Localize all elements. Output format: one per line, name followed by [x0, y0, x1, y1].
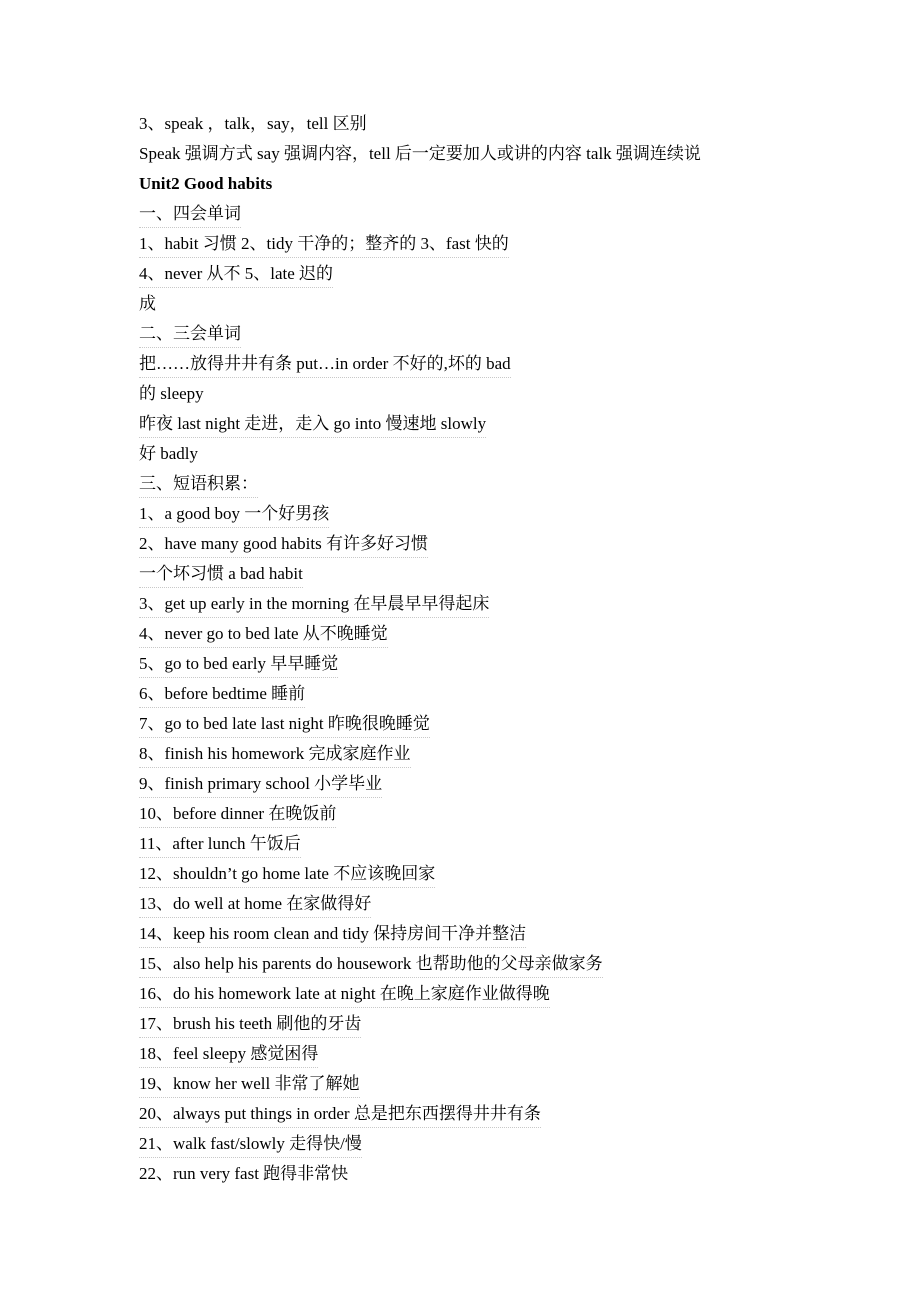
- text-line: [139, 229, 839, 259]
- line-text: 把……放得井井有条 put…in order 不好的,坏的 bad: [139, 351, 511, 378]
- text-line: [139, 139, 839, 169]
- phrase-text: 3、get up early in the morning 在早晨早早得起床: [139, 591, 489, 618]
- phrase-item: [139, 859, 839, 889]
- phrase-text: 19、know her well 非常了解她: [139, 1071, 360, 1098]
- line-text: 的 sleepy: [139, 384, 204, 403]
- text-line: [139, 379, 839, 409]
- phrase-item: [139, 829, 839, 859]
- phrase-item: [139, 889, 839, 919]
- line-text: 成: [139, 294, 156, 313]
- phrase-item: [139, 619, 839, 649]
- text-line: [139, 409, 839, 439]
- section-heading: [139, 319, 839, 349]
- phrase-item: [139, 799, 839, 829]
- line-text: 3、speak ，talk，say，tell 区别: [139, 114, 367, 133]
- phrase-text: 21、walk fast/slowly 走得快/慢: [139, 1131, 362, 1158]
- text-line: [139, 109, 839, 139]
- text-line: [139, 349, 839, 379]
- heading-text: Unit2 Good habits: [139, 174, 273, 193]
- phrase-item: [139, 739, 839, 769]
- phrase-item: [139, 1039, 839, 1069]
- phrase-text: 5、go to bed early 早早睡觉: [139, 651, 338, 678]
- phrase-text: 13、do well at home 在家做得好: [139, 891, 371, 918]
- phrase-item: [139, 529, 839, 559]
- phrase-item: [139, 769, 839, 799]
- phrase-text: 4、never go to bed late 从不晚睡觉: [139, 621, 388, 648]
- phrase-text: 22、run very fast 跑得非常快: [139, 1164, 349, 1183]
- unit-heading: [139, 169, 839, 199]
- section-heading-text: 一、四会单词: [139, 201, 241, 228]
- section-heading: [139, 199, 839, 229]
- document-page: [139, 109, 839, 1189]
- phrase-item: [139, 949, 839, 979]
- line-text: 1、habit 习惯 2、tidy 干净的；整齐的 3、fast 快的: [139, 231, 509, 258]
- phrase-text: 11、after lunch 午饭后: [139, 831, 301, 858]
- line-text: Speak 强调方式 say 强调内容，tell 后一定要加人或讲的内容 talk 强调连续说: [139, 144, 701, 163]
- phrase-item: [139, 1099, 839, 1129]
- phrase-item: [139, 709, 839, 739]
- text-line: [139, 439, 839, 469]
- phrase-text: 8、finish his homework 完成家庭作业: [139, 741, 411, 768]
- phrase-text: 14、keep his room clean and tidy 保持房间干净并整洁: [139, 921, 526, 948]
- phrase-item: [139, 559, 839, 589]
- phrase-text: 9、finish primary school 小学毕业: [139, 771, 382, 798]
- phrase-text: 6、before bedtime 睡前: [139, 681, 305, 708]
- phrase-text: 17、brush his teeth 刷他的牙齿: [139, 1011, 361, 1038]
- phrase-text: 12、shouldn’t go home late 不应该晚回家: [139, 861, 435, 888]
- text-line: [139, 289, 839, 319]
- phrase-text: 1、a good boy 一个好男孩: [139, 501, 329, 528]
- section-heading-text: 三、短语积累：: [139, 471, 258, 498]
- phrase-text: 16、do his homework late at night 在晚上家庭作业做得晚: [139, 981, 550, 1008]
- section-heading: [139, 469, 839, 499]
- phrase-text: 18、feel sleepy 感觉困得: [139, 1041, 318, 1068]
- phrase-text: 7、go to bed late last night 昨晚很晚睡觉: [139, 711, 430, 738]
- text-line: [139, 259, 839, 289]
- line-text: 4、never 从不 5、late 迟的: [139, 261, 333, 288]
- phrase-item: [139, 979, 839, 1009]
- line-text: 昨夜 last night 走进，走入 go into 慢速地 slowly: [139, 411, 486, 438]
- line-text: 好 badly: [139, 444, 199, 463]
- phrase-text: 2、have many good habits 有许多好习惯: [139, 531, 428, 558]
- phrase-item: [139, 919, 839, 949]
- phrase-item: [139, 679, 839, 709]
- phrase-item: [139, 649, 839, 679]
- phrase-text: 10、before dinner 在晚饭前: [139, 801, 336, 828]
- phrase-text: 15、also help his parents do housework 也帮助他的父母亲做家务: [139, 951, 603, 978]
- phrase-item: [139, 1159, 839, 1189]
- phrase-item: [139, 1069, 839, 1099]
- phrase-item: [139, 589, 839, 619]
- phrase-item: [139, 1129, 839, 1159]
- phrase-item: [139, 499, 839, 529]
- phrase-text: 一个坏习惯 a bad habit: [139, 561, 303, 588]
- section-heading-text: 二、三会单词: [139, 321, 241, 348]
- phrase-text: 20、always put things in order 总是把东西摆得井井有条: [139, 1101, 541, 1128]
- phrase-item: [139, 1009, 839, 1039]
